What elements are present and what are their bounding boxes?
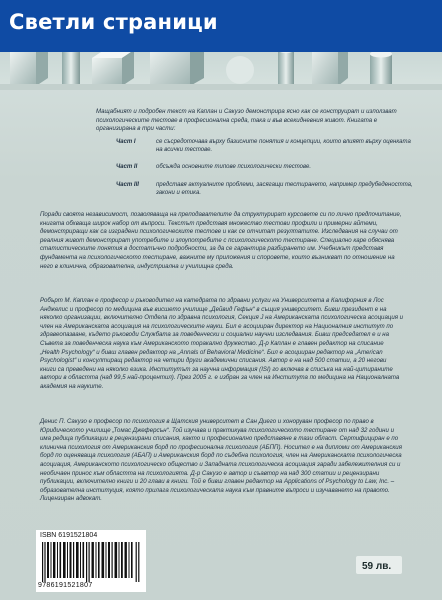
part-label: Част II	[116, 164, 138, 171]
author-saccuzzo-bio: Денис П. Сакузо е професор по психология в Щатския университет в Сан Диего и хоноруван професор по право в Юридическото училище „Томас Джеферсън“. Той изучава и практикува психологическото тестиране от над 32 години и има редица публикации в рецензирани списания, както и професионално представяне в тази област. Сертифициран е по клинична психология от Американския борд по професионална психология (АБПП). Носител е на дипломи от Американския борд по оценяваща психология (АБАП) и Американския борд по съдебна психология, член на Американската психологическа асоциация, Американското психологическо общество и Западната психологическа асоциация заради забележителния си и необичаен принос към областта на психологията. Д-р Сакузо е автор и съавтор на над 300 статии и рецензирани публикации, включително книги и 20 глави в книги. Той е бивш главен редактор на Applications of Psychology to Law, Inc. – образователна институция, която прилага психологическата наука към правните въпроси и изучаването на правото. Лицензиран адвокат.	[40, 418, 402, 503]
part-description: се съсредоточава върху базисните понятия и концепции, които влияят върху оценката на всички тестове.	[156, 139, 411, 154]
book-summary-paragraph: Поради своята независимост, позволяваща на преподавателите да структурират курсовете си по лично предпочитание, книгата обхваща широк набор от въпроси. Текстът представя множество тестови профили и примерни айтеми, демонстриращи как са изградени психологическите тестове и как се отчитат резултатите. Изследвания на случаи от реалния живот демонстрират употребите и злоупотребите с психологическото тестиране. Специално каре обяснява статистическите понятия в достатъчно подробности, за да се гарантира разбирането им. Учебникът представя фундамента на психологическото тестиране, важните му приложения и споровете, които възникват по отношение на него в клинична, образователна, индустриална и училищна среда.	[40, 211, 402, 270]
part-description: представя актуалните проблеми, засягащи тестирането, например предубедеността, закони и етика.	[156, 181, 413, 196]
book-parts-list	[116, 138, 416, 206]
part-description: обсъжда основните типове психологически тестове.	[156, 164, 312, 171]
part-item	[116, 138, 416, 154]
part-label: Част III	[116, 181, 139, 188]
author-kaplan-bio: Робърт М. Каплан е професор и ръководител на катедрата по здравни услуги на Университета в Калифорния в Лос Анджелис и професор по медицина във висшето училище „Дейвид Гефън“ в същия университет. Бивш президент е на няколко организации, включително Отдела по здравна психология, Секция J на Американската психологическа асоциация и член на Американската асоциация на психологическите науки. Бил е асоцииран директор на Националния институт по здравеопазване, където ръководи Службата за поведенчески и социални научни изследвания. Бивш председател е и на Съвета за поведенческа наука към Американското торакално дружество. Д-р Каплан е главен редактор на списание „Health Psychology“ и бивш главен редактор на „Annals of Behavioral Medicine“. Бил е асоцииран редактор на „American Psychologist“ и консултиращ редактор на четири други академични списания. Автор е на над 500 статии, а 20 негови книги са преведени на няколко езика. Институтът за научна информация (ISI) го включва в списъка на най-цитираните автори в областта (над 99,5 най-процентил). През 2005 г. е избран за член на Института по медицина на Националната академия на науките.	[40, 297, 404, 390]
banner-title: Светли страници	[9, 10, 218, 34]
barcode-number: 9786191521807	[38, 582, 93, 589]
isbn-barcode-block	[36, 530, 146, 592]
part-item	[116, 181, 416, 197]
part-label: Част I	[116, 139, 136, 145]
site-banner	[0, 0, 442, 52]
price-label: 59 лв.	[362, 561, 392, 572]
isbn-label: ISBN 6191521804	[40, 532, 98, 539]
barcode-graphic	[42, 542, 140, 582]
intro-paragraph: Мащабният и подробен текст на Каплан и Сакузо демонстрира ясно как се конструират и използват психологическите тестове в професионална среда, така и във всекидневния живот. Книгата е организирана в три части:	[96, 108, 397, 133]
part-item	[116, 163, 416, 171]
